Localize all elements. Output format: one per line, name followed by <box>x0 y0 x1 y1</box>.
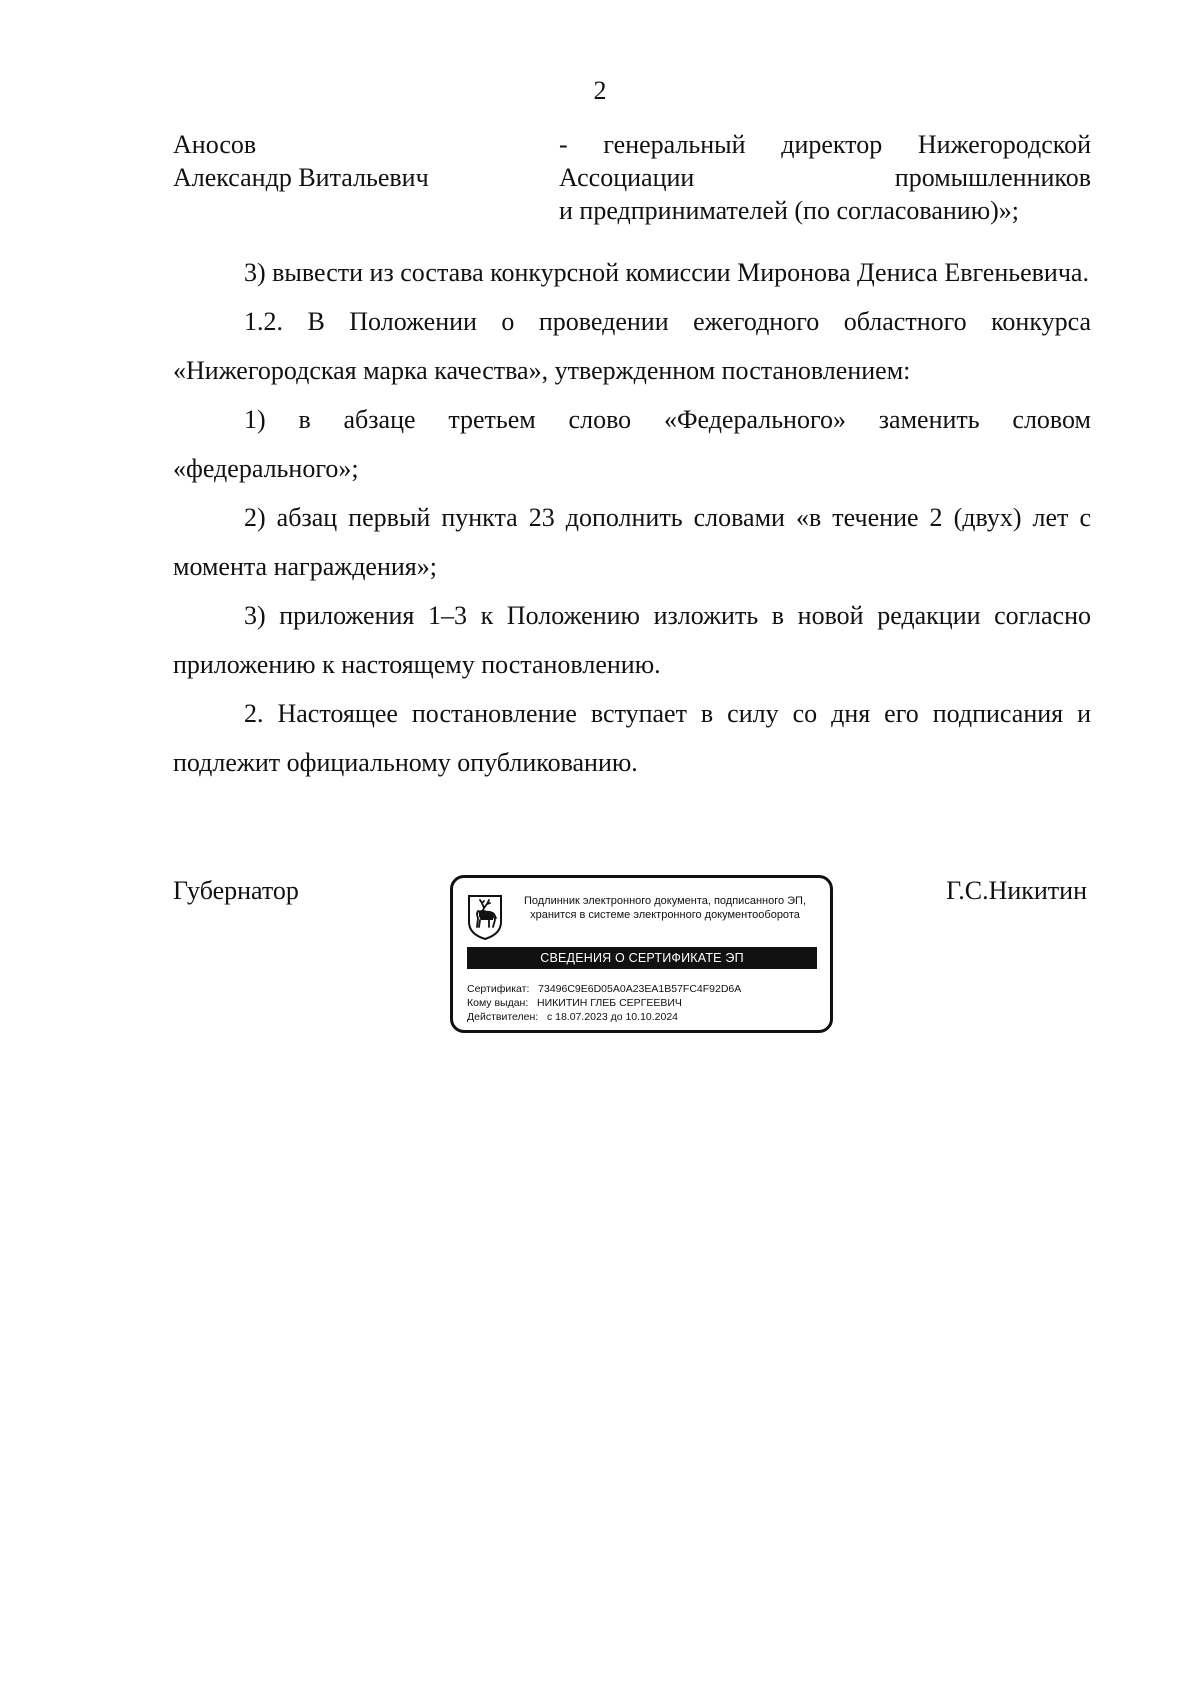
signatory-name: Г.С.Никитин <box>946 876 1087 905</box>
paragraph-amendment-1: 1) в абзаце третьем слово «Федерального» заменить словом «федерального»; <box>173 405 1091 483</box>
member-role-line: - генеральный директор Нижегородской <box>559 130 1091 159</box>
certificate-value: 73496C9E6D05A0A23EA1B57FC4F92D6A <box>538 983 742 995</box>
stamp-header <box>505 894 825 922</box>
paragraph-entry-into-force: 2. Настоящее постановление вступает в силу со дня его подписания и подлежит официальному опубликованию. <box>173 699 1091 777</box>
validity-label: Действителен: <box>467 1011 545 1023</box>
member-role-line: и предпринимателей (по согласованию)»; <box>559 196 1020 225</box>
page-number: 2 <box>593 76 607 105</box>
paragraph-amendment-3: 3) приложения 1–3 к Положению изложить в новой редакции согласно приложению к настоящему постановлению. <box>173 601 1091 679</box>
validity-row <box>467 1010 817 1024</box>
issued-to-label: Кому выдан: <box>467 997 535 1009</box>
member-surname: Аносов <box>173 130 257 159</box>
member-role-line: Ассоциации промышленников <box>559 163 1091 192</box>
issued-to-value: НИКИТИН ГЛЕБ СЕРГЕЕВИЧ <box>537 997 682 1009</box>
stamp-certificate-details <box>467 982 817 1024</box>
member-given-names: Александр Витальевич <box>173 163 429 192</box>
paragraph-remove-member: 3) вывести из состава конкурсной комиссии Миронова Дениса Евгеньевича. <box>244 258 1089 287</box>
stamp-certificate-heading: СВЕДЕНИЯ О СЕРТИФИКАТЕ ЭП <box>467 947 817 969</box>
certificate-row <box>467 982 817 996</box>
document-body <box>173 248 1091 787</box>
member-name <box>173 128 553 194</box>
paragraph-regulation-amendments: 1.2. В Положении о проведении ежегодного областного конкурса «Нижегородская марка качества», утвержденном постановлением: <box>173 307 1091 385</box>
stamp-header-line: хранится в системе электронного документооборота <box>530 909 800 921</box>
stamp-header-line: Подлинник электронного документа, подписанного ЭП, <box>523 895 807 907</box>
nizhny-novgorod-deer-emblem-icon <box>467 894 503 940</box>
validity-value: с 18.07.2023 до 10.10.2024 <box>546 1011 679 1023</box>
issued-to-row <box>467 996 817 1010</box>
paragraph-amendment-2: 2) абзац первый пункта 23 дополнить словами «в течение 2 (двух) лет с момента награждения»; <box>173 503 1091 581</box>
electronic-signature-stamp <box>450 875 833 1033</box>
member-role <box>559 128 1091 227</box>
signatory-position: Губернатор <box>173 876 299 905</box>
certificate-label: Сертификат: <box>467 983 536 995</box>
